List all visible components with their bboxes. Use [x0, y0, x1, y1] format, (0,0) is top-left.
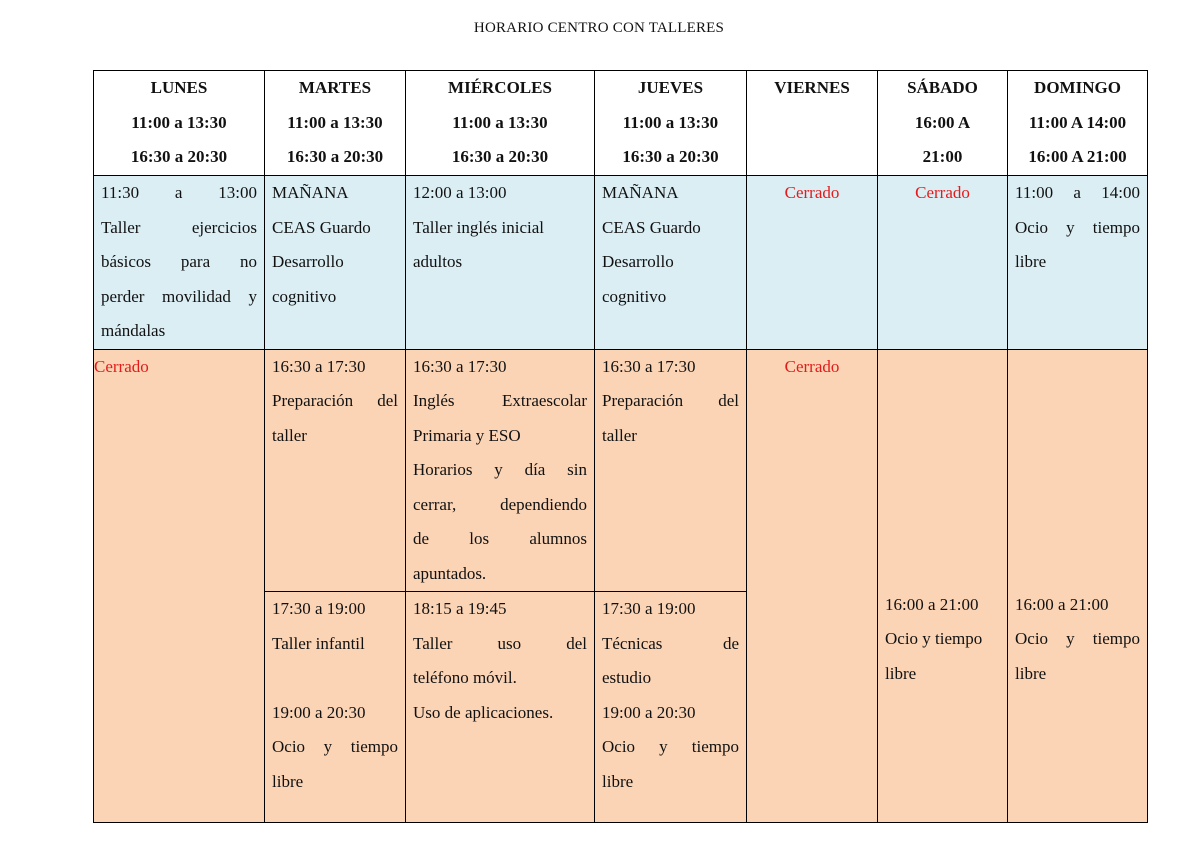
day-header-lunes: LUNES 11:00 a 13:30 16:30 a 20:30	[94, 71, 265, 176]
afternoon-viernes-closed: Cerrado	[747, 349, 878, 823]
day-header-martes: MARTES 11:00 a 13:30 16:30 a 20:30	[265, 71, 406, 176]
morning-miercoles-cell: 12:00 a 13:00 Taller inglés inicial adultos	[406, 176, 595, 350]
day-header-domingo: DOMINGO 11:00 A 14:00 16:00 A 21:00	[1008, 71, 1148, 176]
afternoon2-miercoles-cell: 18:15 a 19:45 Taller uso del teléfono móvil. Uso de aplicaciones.	[406, 592, 595, 823]
afternoon-row-1	[94, 349, 1148, 592]
morning-martes-cell: MAÑANA CEAS Guardo Desarrollo cognitivo	[265, 176, 406, 350]
day-header-sabado: SÁBADO 16:00 A 21:00	[878, 71, 1008, 176]
afternoon1-jueves-cell: 16:30 a 17:30 Preparación del taller	[595, 349, 747, 592]
morning-lunes-cell: 11:30 a 13:00 Taller ejercicios básicos para no perder movilidad y mándalas	[94, 176, 265, 350]
morning-viernes-closed: Cerrado	[747, 176, 878, 350]
page-title: HORARIO CENTRO CON TALLERES	[473, 20, 725, 36]
morning-sabado-closed: Cerrado	[878, 176, 1008, 350]
afternoon1-miercoles-cell: 16:30 a 17:30 Inglés Extraescolar Primaria y ESO Horarios y día sin cerrar, dependiendo de los alumnos apuntados.	[406, 349, 595, 592]
schedule-table	[93, 70, 1148, 823]
day-header-viernes: VIERNES	[747, 71, 878, 176]
header-row	[94, 71, 1148, 176]
afternoon1-martes-cell: 16:30 a 17:30 Preparación del taller	[265, 349, 406, 592]
afternoon2-jueves-cell: 17:30 a 19:00 Técnicas de estudio 19:00 a 20:30 Ocio y tiempo libre	[595, 592, 747, 823]
afternoon2-martes-cell: 17:30 a 19:00 Taller infantil 19:00 a 20:30 Ocio y tiempo libre	[265, 592, 406, 823]
afternoon-lunes-closed: Cerrado	[94, 349, 265, 823]
morning-jueves-cell: MAÑANA CEAS Guardo Desarrollo cognitivo	[595, 176, 747, 350]
day-header-jueves: JUEVES 11:00 a 13:30 16:30 a 20:30	[595, 71, 747, 176]
morning-domingo-cell: 11:00 a 14:00 Ocio y tiempo libre	[1008, 176, 1148, 350]
afternoon-sabado-cell: 16:00 a 21:00 Ocio y tiempo libre	[878, 349, 1008, 823]
afternoon-domingo-cell: 16:00 a 21:00 Ocio y tiempo libre	[1008, 349, 1148, 823]
morning-row	[94, 176, 1148, 350]
day-header-miercoles: MIÉRCOLES 11:00 a 13:30 16:30 a 20:30	[406, 71, 595, 176]
